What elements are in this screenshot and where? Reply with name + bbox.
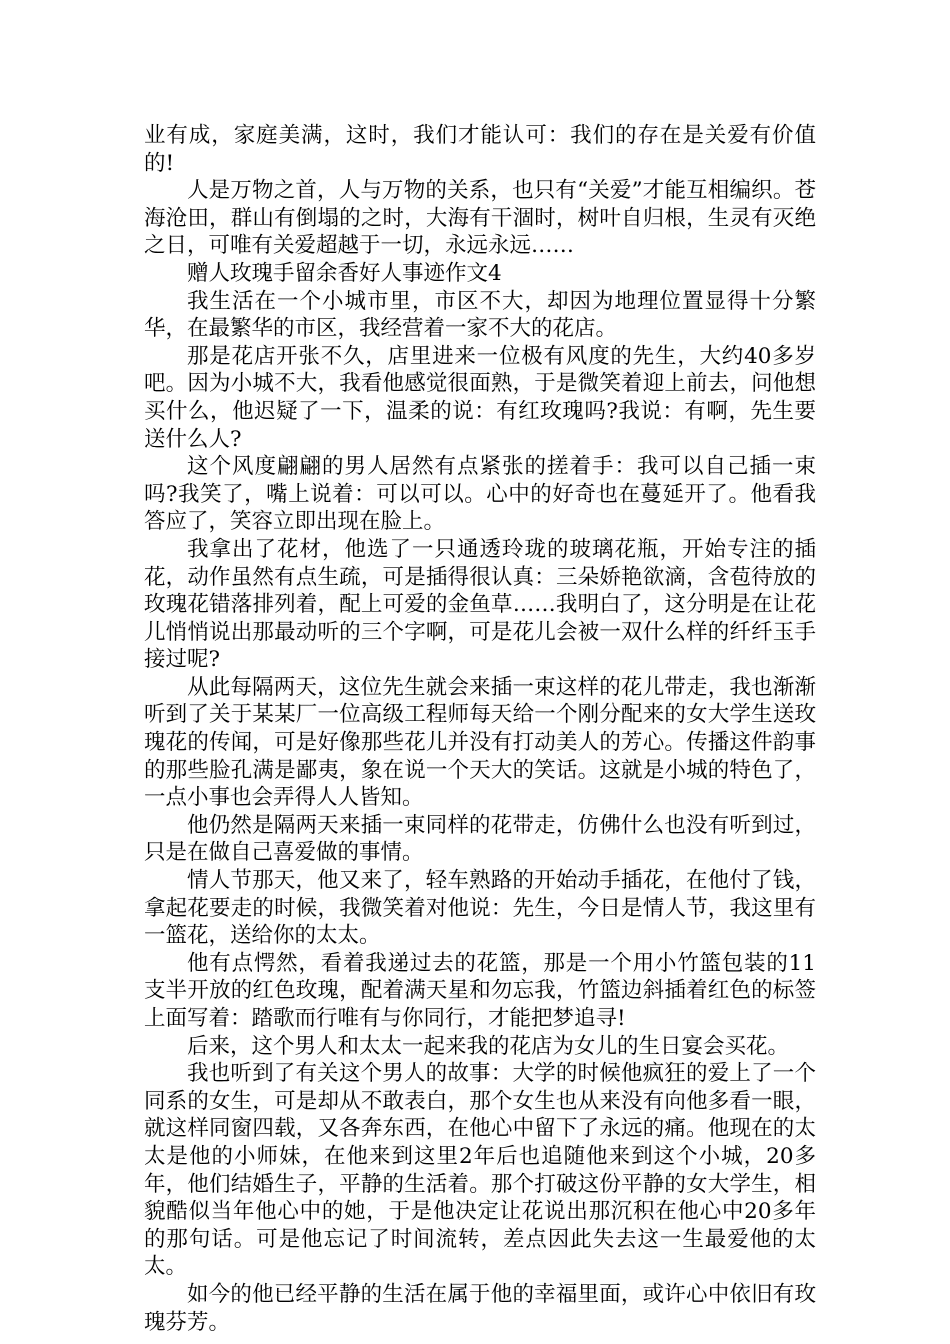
- paragraph: 从此每隔两天，这位先生就会来插一束这样的花儿带走，我也渐渐听到了关于某某厂一位高级工程师每天给一个刚分配来的女大学生送玫瑰花的传闻，可是好像那些花儿并没有打动美人的芳心。传播这件韵事的那些脸孔满是鄙夷，象在说一个天大的笑话。这就是小城的特色了，一点小事也会弄得人人皆知。: [144, 674, 816, 811]
- paragraph-continuation: 业有成，家庭美满，这时，我们才能认可：我们的存在是关爱有价值的!: [144, 123, 816, 176]
- paragraph: 我生活在一个小城市里，市区不大，却因为地理位置显得十分繁华，在最繁华的市区，我经营着一家不大的花店。: [144, 288, 816, 342]
- document-page: [144, 122, 816, 1336]
- paragraph: 后来，这个男人和太太一起来我的花店为女儿的生日宴会买花。: [187, 1033, 790, 1059]
- paragraph: 他有点愕然，看着我递过去的花篮，那是一个用小竹篮包装的11支半开放的红色玫瑰，配着满天星和勿忘我，竹篮边斜插着红色的标签上面写着：踏歌而行唯有与你同行，才能把梦追寻!: [144, 950, 816, 1031]
- paragraph: 这个风度翩翩的男人居然有点紧张的搓着手：我可以自己插一束吗?我笑了，嘴上说着：可以可以。心中的好奇也在蔓延开了。他看我答应了，笑容立即出现在脸上。: [144, 454, 816, 535]
- paragraph: 人是万物之首，人与万物的关系，也只有“关爱”才能互相编织。苍海沧田，群山有倒塌的之时，大海有干涸时，树叶自归根，生灵有灭绝之日，可唯有关爱超越于一切，永远永远……: [144, 178, 816, 259]
- paragraph: 他仍然是隔两天来插一束同样的花带走，仿佛什么也没有听到过，只是在做自己喜爱做的事情。: [144, 812, 816, 866]
- paragraph: 如今的他已经平静的生活在属于他的幸福里面，或许心中依旧有玫瑰芬芳。: [144, 1281, 816, 1335]
- section-title: 赠人玫瑰手留余香好人事迹作文4: [187, 260, 502, 286]
- paragraph: 我也听到了有关这个男人的故事：大学的时候他疯狂的爱上了一个同系的女生，可是却从不敢表白，那个女生也从来没有向他多看一眼，就这样同窗四载，又各奔东西，在他心中留下了永远的痛。他现在的太太是他的小师妹，在他来到这里2年后也追随他来到这个小城，20多年，他们结婚生子，平静的生活着。那个打破这份平静的女大学生，相貌酷似当年他心中的她，于是他决定让花说出那沉积在他心中20多年的那句话。可是他忘记了时间流转，差点因此失去这一生最爱他的太太。: [144, 1061, 816, 1280]
- paragraph: 那是花店开张不久，店里进来一位极有风度的先生，大约40多岁吧。因为小城不大，我看他感觉很面熟，于是微笑着迎上前去，问他想买什么，他迟疑了一下，温柔的说：有红玫瑰吗?我说：有啊，先生要送什么人?: [144, 343, 816, 452]
- paragraph: 情人节那天，他又来了，轻车熟路的开始动手插花，在他付了钱，拿起花要走的时候，我微笑着对他说：先生，今日是情人节，我这里有一篮花，送给你的太太。: [144, 868, 816, 949]
- paragraph: 我拿出了花材，他选了一只通透玲珑的玻璃花瓶，开始专注的插花，动作虽然有点生疏，可是插得很认真：三朵娇艳欲滴，含苞待放的玫瑰花错落排列着，配上可爱的金鱼草……我明白了，这分明是在让花儿悄悄说出那最动听的三个字啊，可是花儿会被一双什么样的纤纤玉手接过呢?: [144, 536, 816, 673]
